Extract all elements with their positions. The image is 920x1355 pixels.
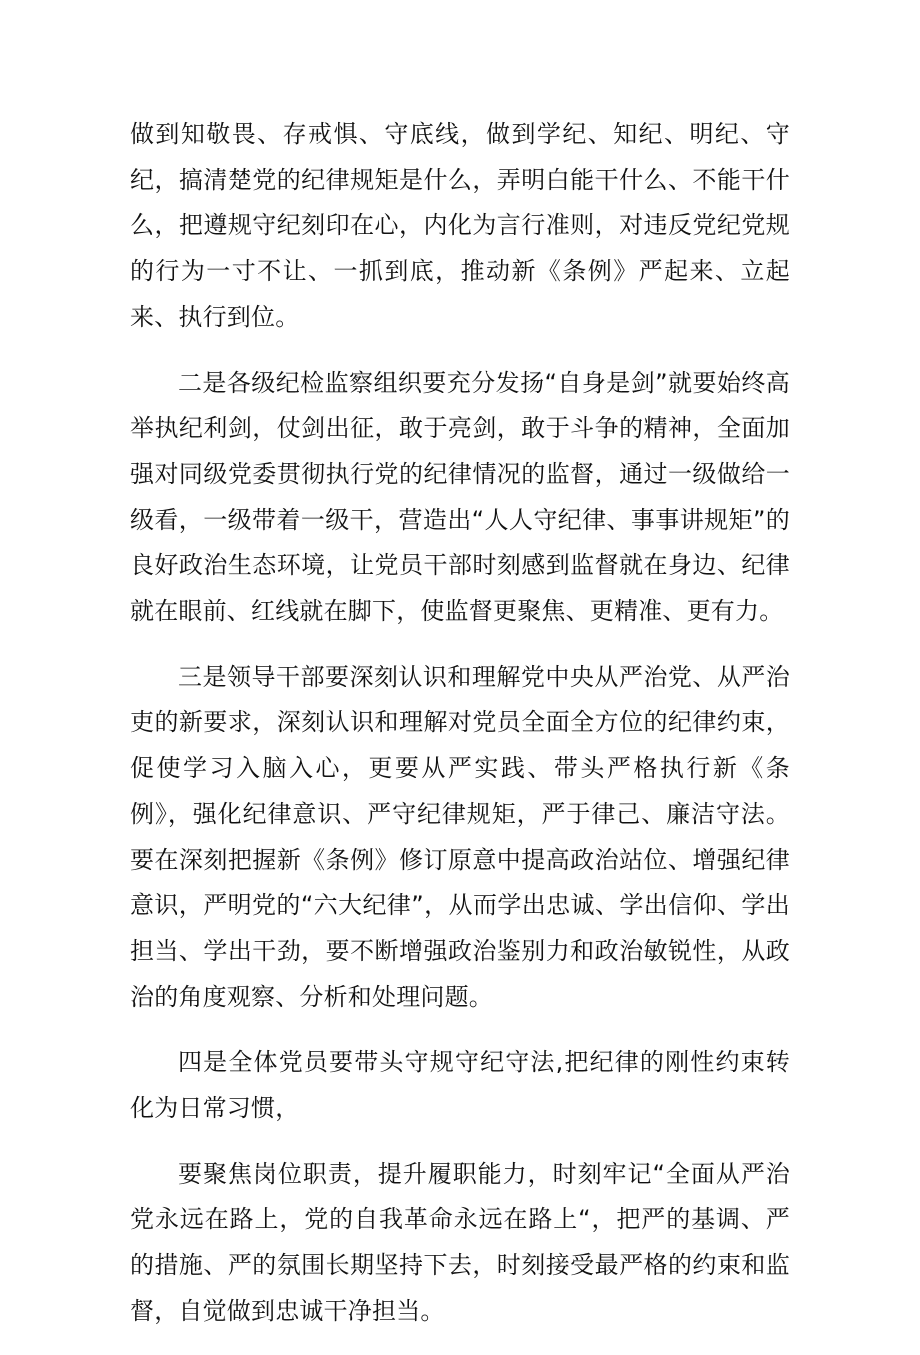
paragraph-job-duties: 要聚焦岗位职责，提升履职能力，时刻牢记“全面从严治党永远在路上，党的自我革命永远在路上“，把严的基调、严的措施、严的氛围长期坚持下去，时刻接受最严格的约束和监督，自觉做到忠诚干净担当。 xyxy=(130,1159,790,1325)
document-body xyxy=(130,112,790,1355)
paragraph-point-two: 二是各级纪检监察组织要充分发扬“自身是剑”就要始终高举执纪利剑，仗剑出征，敢于亮剑，敢于斗争的精神，全面加强对同级党委贯彻执行党的纪律情况的监督，通过一级做给一级看，一级带着一级干，营造出“人人守纪律、事事讲规矩”的良好政治生态环境，让党员干部时刻感到监督就在身边、纪律就在眼前、红线就在脚下，使监督更聚焦、更精准、更有力。 xyxy=(130,368,790,626)
paragraph-point-three: 三是领导干部要深刻认识和理解党中央从严治党、从严治吏的新要求，深刻认识和理解对党员全面全方位的纪律约束，促使学习入脑入心，更要从严实践、带头严格执行新《条例》，强化纪律意识、严守纪律规矩，严于律己、廉洁守法。要在深刻把握新《条例》修订原意中提高政治站位、增强纪律意识，严明党的“六大纪律”，从而学出忠诚、学出信仰、学出担当、学出干劲，要不断增强政治鉴别力和政治敏锐性，从政治的角度观察、分析和处理问题。 xyxy=(130,662,790,1011)
paragraph-point-four: 四是全体党员要带头守规守纪守法,把纪律的刚性约束转化为日常习惯， xyxy=(130,1048,790,1123)
paragraph-continuation: 做到知敬畏、存戒惧、守底线，做到学纪、知纪、明纪、守纪，搞清楚党的纪律规矩是什么，弄明白能干什么、不能干什么，把遵规守纪刻印在心，内化为言行准则，对违反党纪党规的行为一寸不让、一抓到底，推动新《条例》严起来、立起来、执行到位。 xyxy=(130,120,790,331)
